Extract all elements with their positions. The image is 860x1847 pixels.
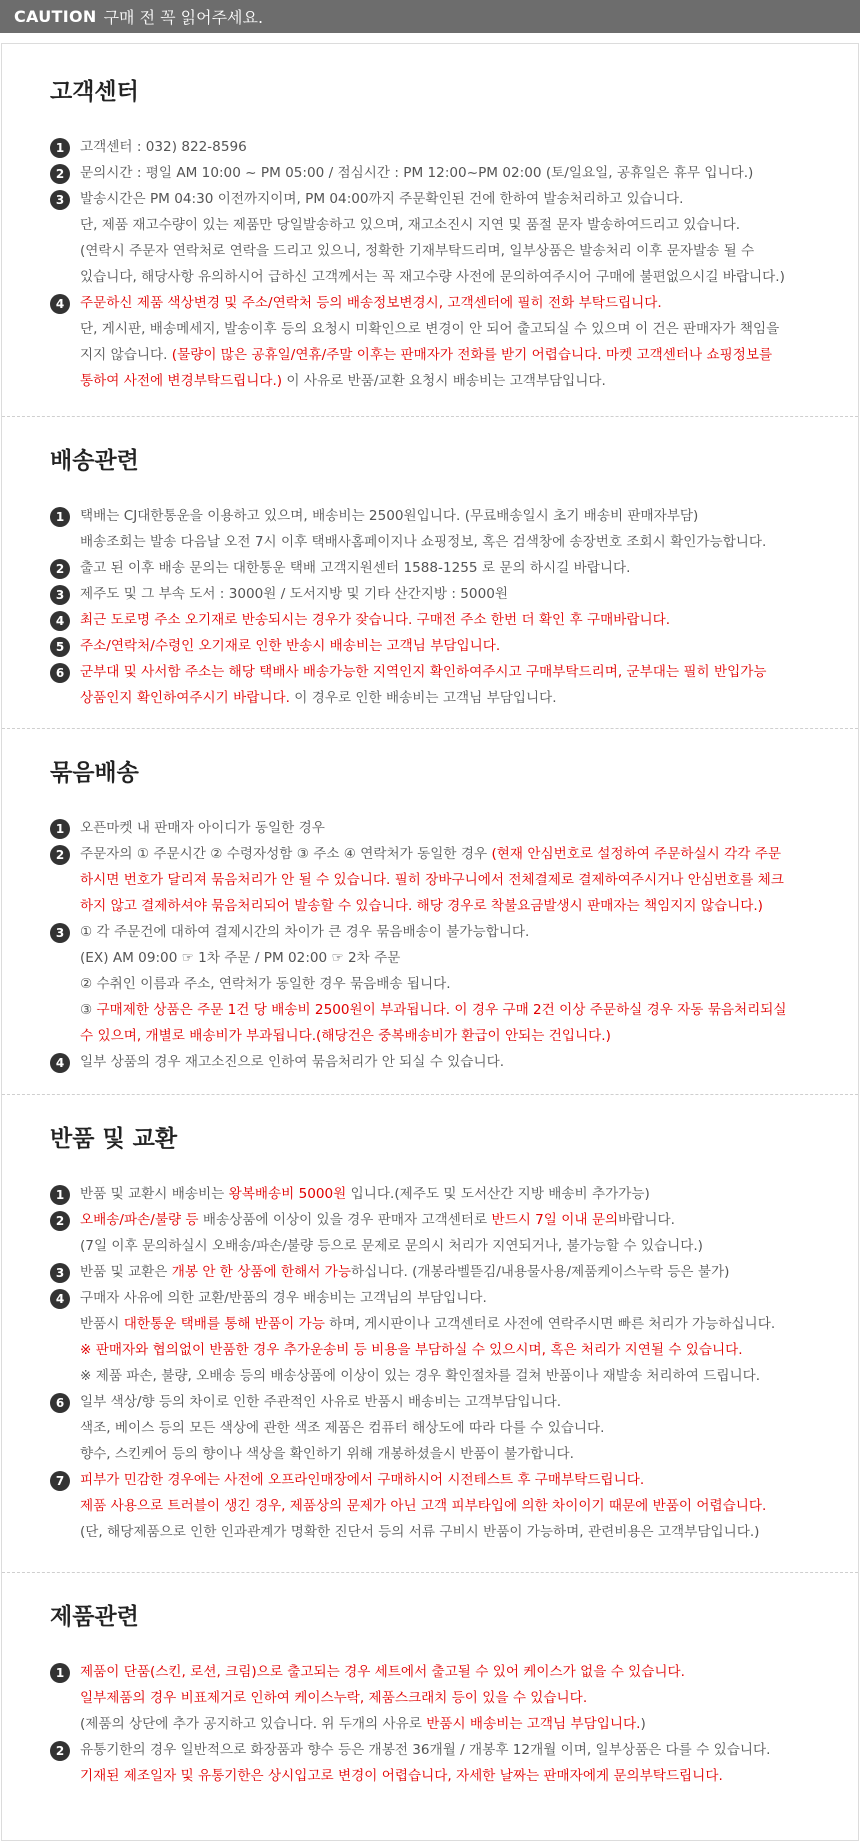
list-item (50, 1049, 810, 1075)
notice-box (1, 43, 859, 1841)
item-line (80, 290, 810, 316)
item-line (80, 1441, 810, 1467)
list-item (50, 1737, 810, 1789)
highlight-text: 주소/연락처/수령인 오기재로 인한 반송시 배송비는 고객님 부담입니다. (80, 638, 501, 654)
body-text: (EX) AM 09:00 ☞ 1차 주문 / PM 02:00 ☞ 2차 주문 (80, 950, 401, 966)
body-text: 이 경우로 인한 배송비는 고객님 부담입니다. (289, 690, 557, 706)
body-text: ※ 제품 파손, 불량, 오배송 등의 배송상품에 이상이 있는 경우 확인절차를 걸쳐 반품이나 재발송 처리하여 드립니다. (80, 1368, 761, 1384)
body-text: (제품의 상단에 추가 공지하고 있습니다. 위 두개의 사유로 (80, 1716, 427, 1732)
body-text: 하십니다. (개봉라벨뜯김/내용물사용/제품케이스누락 등은 불가) (350, 1264, 730, 1280)
body-text: 색조, 베이스 등의 모든 색상에 관한 색조 제품은 컴퓨터 해상도에 따라 다를 수 있습니다. (80, 1420, 605, 1436)
item-line (80, 238, 810, 264)
number-badge: 1 (50, 507, 70, 527)
list-item (50, 1181, 810, 1207)
item-line (80, 1023, 810, 1049)
body-text: 단, 제품 재고수량이 있는 제품만 당일발송하고 있으며, 재고소진시 지연 및 품절 문자 발송하여드리고 있습니다. (80, 217, 741, 233)
list-item (50, 555, 810, 581)
item-line (80, 633, 810, 659)
number-badge: 1 (50, 138, 70, 158)
highlight-text: 반드시 7일 이내 문의 (491, 1212, 619, 1228)
list-item (50, 1389, 810, 1467)
highlight-text: 하지 않고 결제하셔야 묶음처리되어 발송할 수 있습니다. 해당 경우로 착불요금발생시 판매자는 책임지지 않습니다.) (80, 898, 763, 914)
item-line (80, 368, 810, 394)
body-text: 출고 된 이후 배송 문의는 대한통운 택배 고객지원센터 1588-1255 로 문의 하시길 바랍니다. (80, 560, 631, 576)
caution-header (0, 0, 860, 33)
list-item (50, 290, 810, 394)
number-badge: 1 (50, 1185, 70, 1205)
item-line (80, 659, 810, 685)
number-badge: 3 (50, 190, 70, 210)
highlight-text: 주문하신 제품 색상변경 및 주소/연락처 등의 배송정보변경시, 고객센터에 필히 전화 부탁드립니다. (80, 295, 662, 311)
body-text: 오픈마켓 내 판매자 아이디가 동일한 경우 (80, 820, 325, 836)
item-line (80, 555, 810, 581)
caution-label: CAUTION (14, 7, 97, 26)
body-text: 반품 및 교환은 (80, 1264, 172, 1280)
highlight-text: 제품이 단품(스킨, 로션, 크림)으로 출고되는 경우 세트에서 출고될 수 있어 케이스가 없을 수 있습니다. (80, 1664, 686, 1680)
item-line (80, 1207, 810, 1233)
number-badge: 3 (50, 1263, 70, 1283)
highlight-text: 일부제품의 경우 비표제거로 인하여 케이스누락, 제품스크래치 등이 있을 수 있습니다. (80, 1690, 588, 1706)
list-item (50, 841, 810, 919)
list-item (50, 160, 810, 186)
item-line (80, 1181, 810, 1207)
body-text: 향수, 스킨케어 등의 향이나 색상을 확인하기 위해 개봉하셨을시 반품이 불가합니다. (80, 1446, 575, 1462)
list-item (50, 1467, 810, 1545)
body-text: (단, 해당제품으로 인한 인과관계가 명확한 진단서 등의 서류 구비시 반품이 가능하며, 관련비용은 고객부담입니다.) (80, 1524, 760, 1540)
body-text: 배송상품에 이상이 있을 경우 판매자 고객센터로 (198, 1212, 492, 1228)
section-title: 제품관련 (50, 1604, 139, 1630)
item-line (80, 945, 810, 971)
list-item (50, 1259, 810, 1285)
number-badge: 2 (50, 845, 70, 865)
number-badge: 4 (50, 611, 70, 631)
body-text: ① 각 주문건에 대하여 결제시간의 차이가 큰 경우 묶음배송이 불가능합니다. (80, 924, 530, 940)
item-line (80, 1493, 810, 1519)
number-badge: 7 (50, 1471, 70, 1491)
item-line (80, 581, 810, 607)
number-badge: 1 (50, 819, 70, 839)
item-line (80, 1415, 810, 1441)
body-text: 있습니다, 해당사항 유의하시어 급하신 고객께서는 꼭 재고수량 사전에 문의하여주시어 구매에 불편없으시길 바랍니다.) (80, 269, 785, 285)
item-line (80, 529, 810, 555)
item-line (80, 841, 810, 867)
highlight-text: 수 있으며, 개별로 배송비가 부과됩니다.(해당건은 중복배송비가 환급이 안되는 건입니다.) (80, 1028, 611, 1044)
item-line (80, 1763, 810, 1789)
item-line (80, 186, 810, 212)
item-line (80, 893, 810, 919)
highlight-text: 통하여 사전에 변경부탁드립니다.) (80, 373, 283, 389)
section-title: 반품 및 교환 (50, 1126, 178, 1152)
item-line (80, 607, 810, 633)
body-text: 택배는 CJ대한통운을 이용하고 있으며, 배송비는 2500원입니다. (무료배송일시 초기 배송비 판매자부담) (80, 508, 699, 524)
number-badge: 3 (50, 923, 70, 943)
list-item (50, 1659, 810, 1737)
highlight-text: 오배송/파손/불량 등 (80, 1212, 199, 1228)
item-line (80, 1737, 810, 1763)
list-item (50, 1207, 810, 1259)
body-text: 반품 및 교환시 배송비는 (80, 1186, 229, 1202)
highlight-text: 반품시 배송비는 고객님 부담입니다. (426, 1716, 641, 1732)
section-title: 고객센터 (50, 79, 139, 105)
section-3 (2, 728, 858, 1094)
highlight-text: 제품 사용으로 트러블이 생긴 경우, 제품상의 문제가 아닌 고객 피부타입에 의한 차이이기 때문에 반품이 어렵습니다. (80, 1498, 767, 1514)
item-line (80, 685, 810, 711)
body-text: (연락시 주문자 연락처로 연락을 드리고 있으니, 정확한 기재부탁드리며, 일부상품은 발송처리 이후 문자발송 될 수 (80, 243, 755, 259)
number-badge: 2 (50, 1741, 70, 1761)
body-text: 구매자 사유에 의한 교환/반품의 경우 배송비는 고객님의 부담입니다. (80, 1290, 487, 1306)
highlight-text: 최근 도로명 주소 오기재로 반송되시는 경우가 잦습니다. 구매전 주소 한번 더 확인 후 구매바랍니다. (80, 612, 671, 628)
body-text: 입니다.(제주도 및 도서산간 지방 배송비 추가가능) (346, 1186, 650, 1202)
number-badge: 6 (50, 663, 70, 683)
highlight-text: (현재 안심번호로 설정하여 주문하실시 각각 주문 (491, 846, 781, 862)
highlight-text: 군부대 및 사서함 주소는 해당 택배사 배송가능한 지역인지 확인하여주시고 구매부탁드리며, 군부대는 필히 반입가능 (80, 664, 767, 680)
item-line (80, 1467, 810, 1493)
number-badge: 6 (50, 1393, 70, 1413)
highlight-text: (물량이 많은 공휴일/연휴/주말 이후는 판매자가 전화를 받기 어렵습니다. 마켓 고객센터나 쇼핑정보를 (171, 347, 773, 363)
item-line (80, 1285, 810, 1311)
item-line (80, 919, 810, 945)
list-item (50, 581, 810, 607)
body-text: 제주도 및 그 부속 도서 : 3000원 / 도서지방 및 기타 산간지방 : 5000원 (80, 586, 508, 602)
number-badge: 3 (50, 585, 70, 605)
number-badge: 4 (50, 1053, 70, 1073)
list-item (50, 134, 810, 160)
item-line (80, 316, 810, 342)
number-badge: 2 (50, 1211, 70, 1231)
item-line (80, 1519, 810, 1545)
number-badge: 5 (50, 637, 70, 657)
item-line (80, 971, 810, 997)
body-text: ② 수취인 이름과 주소, 연락처가 동일한 경우 묶음배송 됩니다. (80, 976, 451, 992)
list-item (50, 919, 810, 1049)
item-line (80, 503, 810, 529)
highlight-text: 구매제한 상품은 주문 1건 당 배송비 2500원이 부과됩니다. 이 경우 구매 2건 이상 주문하실 경우 자동 묶음처리되실 (96, 1002, 787, 1018)
body-text: 지지 않습니다. (80, 347, 172, 363)
body-text: 주문자의 ① 주문시간 ② 수령자성함 ③ 주소 ④ 연락처가 동일한 경우 (80, 846, 492, 862)
highlight-text: 왕복배송비 5000원 (228, 1186, 347, 1202)
body-text: 발송시간은 PM 04:30 이전까지이며, PM 04:00까지 주문확인된 건에 한하여 발송처리하고 있습니다. (80, 191, 684, 207)
body-text: 일부 색상/향 등의 차이로 인한 주관적인 사유로 반품시 배송비는 고객부담입니다. (80, 1394, 562, 1410)
body-text: 일부 상품의 경우 재고소진으로 인하여 묶음처리가 안 되실 수 있습니다. (80, 1054, 505, 1070)
item-line (80, 1259, 810, 1285)
section-1 (2, 44, 858, 416)
highlight-text: 상품인지 확인하여주시기 바랍니다. (80, 690, 290, 706)
section-title: 배송관련 (50, 448, 139, 474)
body-text: ) (640, 1716, 646, 1732)
item-line (80, 867, 810, 893)
item-line (80, 1311, 810, 1337)
body-text: 단, 게시판, 배송메세지, 발송이후 등의 요청시 미확인으로 변경이 안 되어 출고되실 수 있으며 이 건은 판매자가 책임을 (80, 321, 780, 337)
item-line (80, 1685, 810, 1711)
highlight-text: 개봉 안 한 상품에 한해서 가능 (171, 1264, 351, 1280)
body-text: 하며, 게시판이나 고객센터로 사전에 연락주시면 빠른 처리가 가능하십니다. (324, 1316, 776, 1332)
body-text: ③ (80, 1002, 97, 1018)
item-line (80, 264, 810, 290)
body-text: 이 사유로 반품/교환 요청시 배송비는 고객부담입니다. (282, 373, 606, 389)
item-line (80, 1389, 810, 1415)
item-line (80, 342, 810, 368)
section-5 (2, 1572, 858, 1840)
item-line (80, 997, 810, 1023)
item-line (80, 1659, 810, 1685)
list-item (50, 633, 810, 659)
list-item (50, 815, 810, 841)
body-text: 바랍니다. (618, 1212, 675, 1228)
section-title: 묶음배송 (50, 760, 139, 786)
list-item (50, 1285, 810, 1389)
highlight-text: 하시면 번호가 달리져 묶음처리가 안 될 수 있습니다. 필히 장바구니에서 전체결제로 결제하여주시거나 안심번호를 체크 (80, 872, 784, 888)
list-item (50, 503, 810, 555)
number-badge: 4 (50, 294, 70, 314)
item-line (80, 160, 810, 186)
section-2 (2, 416, 858, 728)
item-line (80, 1049, 810, 1075)
number-badge: 2 (50, 164, 70, 184)
number-badge: 4 (50, 1289, 70, 1309)
list-item (50, 186, 810, 290)
item-line (80, 212, 810, 238)
highlight-text: 피부가 민감한 경우에는 사전에 오프라인매장에서 구매하시어 시전테스트 후 구매부탁드립니다. (80, 1472, 645, 1488)
highlight-text: 기재된 제조일자 및 유통기한은 상시입고로 변경이 어렵습니다, 자세한 날짜는 판매자에게 문의부탁드립니다. (80, 1768, 723, 1784)
item-line (80, 1363, 810, 1389)
number-badge: 1 (50, 1663, 70, 1683)
body-text: (7일 이후 문의하실시 오배송/파손/불량 등으로 문제로 문의시 처리가 지연되거나, 불가능할 수 있습니다.) (80, 1238, 703, 1254)
highlight-text: ※ 판매자와 협의없이 반품한 경우 추가운송비 등 비용을 부담하실 수 있으시며, 혹은 처리가 지연될 수 있습니다. (80, 1342, 743, 1358)
item-line (80, 1233, 810, 1259)
list-item (50, 607, 810, 633)
number-badge: 2 (50, 559, 70, 579)
body-text: 문의시간 : 평일 AM 10:00 ~ PM 05:00 / 점심시간 : PM 12:00~PM 02:00 (토/일요일, 공휴일은 휴무 입니다.) (80, 165, 754, 181)
header-gap (0, 33, 860, 43)
section-4 (2, 1094, 858, 1572)
item-line (80, 1711, 810, 1737)
item-line (80, 1337, 810, 1363)
highlight-text: 대한통운 택배를 통해 반품이 가능 (123, 1316, 325, 1332)
body-text: 반품시 (80, 1316, 124, 1332)
caution-text: 구매 전 꼭 읽어주세요. (103, 8, 264, 27)
body-text: 고객센터 : 032) 822-8596 (80, 139, 247, 155)
list-item (50, 659, 810, 711)
body-text: 배송조회는 발송 다음날 오전 7시 이후 택배사홈페이지나 쇼핑정보, 혹은 검색창에 송장번호 조회시 확인가능합니다. (80, 534, 767, 550)
body-text: 유통기한의 경우 일반적으로 화장품과 향수 등은 개봉전 36개월 / 개봉후 12개월 이며, 일부상품은 다를 수 있습니다. (80, 1742, 771, 1758)
item-line (80, 815, 810, 841)
item-line (80, 134, 810, 160)
